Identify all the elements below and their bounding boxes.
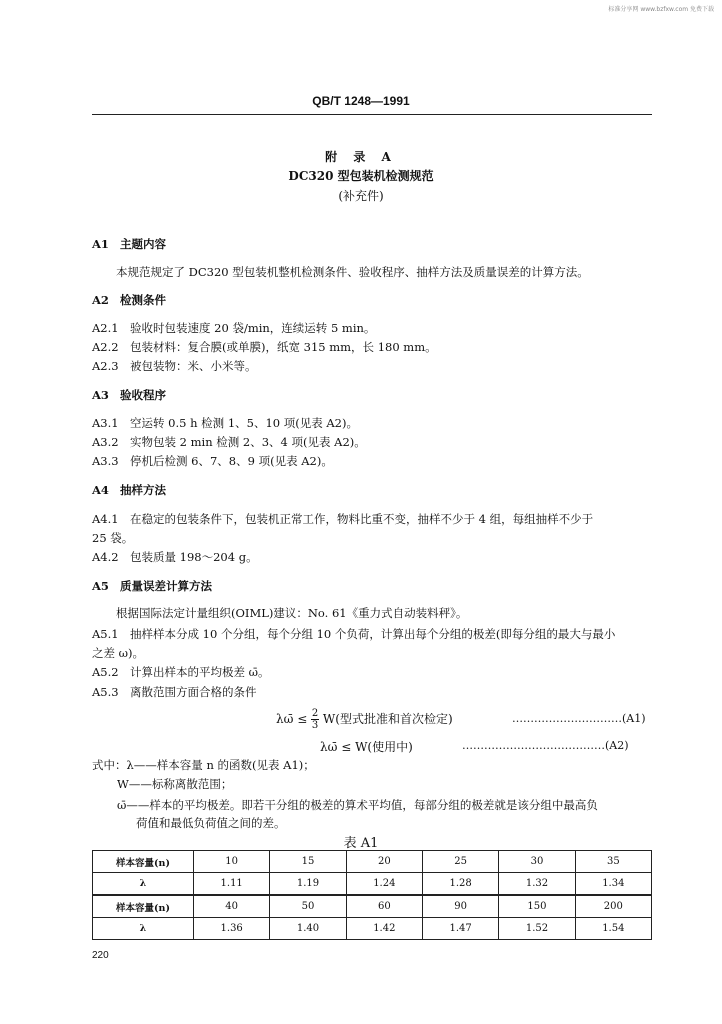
formula-a2: λω̄ ≤ W(使用中): [320, 740, 413, 754]
clause-text: 抽样样本分成 10 个分组，每个分组 10 个负荷，计算出每个分组的极差(即每分组的最大与最小: [130, 627, 616, 641]
clause-a3-2: [92, 434, 366, 450]
table-cell: 1.28: [422, 873, 498, 896]
where-line-omega: ω̄——样本的平均极差。即若干分组的极差的算术平均值，每部分组的极差就是该分组中最高负: [117, 798, 598, 812]
clause-number: A5.1: [92, 627, 119, 641]
table-caption: 表 A1: [343, 836, 379, 851]
clause-number: A3.1: [92, 416, 119, 430]
clause-text: 停机后检测 6、7、8、9 项(见表 A2)。: [130, 454, 333, 468]
clause-number: A4.2: [92, 550, 119, 564]
formula-lhs: λω̄ ≤: [276, 712, 308, 726]
clause-text: 包装材料：复合膜(或单膜)，纸宽 315 mm，长 180 mm。: [130, 340, 437, 354]
table-cell: 1.34: [575, 873, 651, 896]
section-title: 检测条件: [120, 293, 166, 307]
section-number: A1: [92, 237, 109, 251]
clause-number: A5.2: [92, 665, 119, 679]
section-title: 质量误差计算方法: [120, 579, 212, 593]
clause-text: 计算出样本的平均极差 ω̄。: [130, 665, 270, 679]
table-row: [93, 895, 652, 918]
clause-text: 空运转 0.5 h 检测 1、5、10 项(见表 A2)。: [130, 416, 358, 430]
section-a4-heading: [92, 482, 166, 498]
formula-a2-reference: …………………………………(A2): [462, 739, 629, 752]
table-cell: 1.42: [346, 918, 422, 940]
table-cell: 20: [346, 851, 422, 873]
section-number: A3: [92, 388, 109, 402]
formula-a1: [276, 708, 453, 731]
table-cell: 1.36: [194, 918, 270, 940]
table-cell: 30: [499, 851, 575, 873]
table-cell: 60: [346, 895, 422, 918]
table-cell: 10: [194, 851, 270, 873]
section-number: A4: [92, 483, 109, 497]
appendix-note: (补充件): [338, 189, 384, 203]
where-line-lambda: 式中：λ——样本容量 n 的函数(见表 A1)；: [92, 758, 315, 772]
table-cell: 1.19: [270, 873, 346, 896]
clause-number: A3.3: [92, 454, 119, 468]
table-cell: 25: [422, 851, 498, 873]
table-header-cell: λ: [93, 918, 194, 940]
clause-number: A2.2: [92, 340, 119, 354]
clause-text: 被包装物：米、小米等。: [130, 359, 257, 373]
clause-a5-1: [92, 626, 615, 642]
header-rule: [92, 114, 652, 115]
table-cell: 40: [194, 895, 270, 918]
formula-rhs: W(型式批准和首次检定): [322, 712, 453, 726]
section-a2-heading: [92, 292, 166, 308]
watermark: 标准分享网 www.bzfxw.com 免费下载: [608, 6, 714, 13]
appendix-label: 附 录 A: [325, 150, 397, 164]
section-number: A5: [92, 579, 109, 593]
table-cell: 15: [270, 851, 346, 873]
section-a1-text: 本规范规定了 DC320 型包装机整机检测条件、验收程序、抽样方法及质量误差的计算方法。: [116, 265, 589, 279]
section-a5-intro: 根据国际法定计量组织(OIML)建议：No. 61《重力式自动装料秤》。: [116, 606, 468, 620]
table-header-cell: 样本容量(n): [93, 851, 194, 873]
formula-a1-reference: …………………………(A1): [512, 712, 646, 725]
clause-text: 包装质量 198～204 g。: [130, 550, 258, 564]
table-cell: 90: [422, 895, 498, 918]
clause-a4-1-continued: 25 袋。: [92, 531, 134, 545]
table-cell: 1.52: [499, 918, 575, 940]
table-cell: 1.47: [422, 918, 498, 940]
table-cell: 35: [575, 851, 651, 873]
clause-a5-1-continued: 之差 ω)。: [92, 646, 145, 660]
clause-text: 在稳定的包装条件下，包装机正常工作，物料比重不变，抽样不少于 4 组，每组抽样不少于: [130, 512, 594, 526]
table-cell: 1.54: [575, 918, 651, 940]
table-cell: 1.24: [346, 873, 422, 896]
fraction-numerator: 2: [311, 708, 319, 719]
where-line-w: W——标称离散范围；: [117, 777, 233, 791]
clause-number: A3.2: [92, 435, 119, 449]
section-a1-heading: [92, 236, 166, 252]
table-cell: 1.40: [270, 918, 346, 940]
section-a3-heading: [92, 387, 166, 403]
clause-a2-3: [92, 358, 257, 374]
clause-a2-2: [92, 339, 437, 355]
table-header-cell: 样本容量(n): [93, 895, 194, 918]
appendix-title: DC320 型包装机检测规范: [288, 169, 434, 183]
clause-a2-1: [92, 320, 375, 336]
table-cell: 200: [575, 895, 651, 918]
table-cell: 1.11: [194, 873, 270, 896]
section-a5-heading: [92, 578, 212, 594]
clause-number: A5.3: [92, 685, 119, 699]
clause-a5-2: [92, 664, 270, 680]
page-number: 220: [92, 950, 109, 961]
table-a1: [92, 850, 652, 940]
clause-text: 实物包装 2 min 检测 2、3、4 项(见表 A2)。: [130, 435, 366, 449]
section-number: A2: [92, 293, 109, 307]
clause-number: A2.1: [92, 321, 119, 335]
clause-a4-1: [92, 511, 593, 527]
clause-a4-2: [92, 549, 258, 565]
clause-text: 离散范围方面合格的条件: [130, 685, 257, 699]
clause-a5-3: [92, 684, 257, 700]
where-line-omega-continued: 荷值和最低负荷值之间的差。: [136, 816, 286, 830]
section-title: 主题内容: [120, 237, 166, 251]
fraction-two-thirds: [311, 708, 319, 731]
table-row: [93, 851, 652, 873]
section-title: 抽样方法: [120, 483, 166, 497]
clause-number: A2.3: [92, 359, 119, 373]
standard-code: QB/T 1248—1991: [312, 94, 410, 108]
clause-a3-3: [92, 453, 333, 469]
table-row: [93, 873, 652, 896]
table-cell: 1.32: [499, 873, 575, 896]
section-title: 验收程序: [120, 388, 166, 402]
table-row: [93, 918, 652, 940]
fraction-denominator: 3: [311, 720, 319, 731]
table-cell: 50: [270, 895, 346, 918]
table-cell: 150: [499, 895, 575, 918]
table-header-cell: λ: [93, 873, 194, 896]
clause-text: 验收时包装速度 20 袋/min，连续运转 5 min。: [130, 321, 376, 335]
clause-number: A4.1: [92, 512, 119, 526]
clause-a3-1: [92, 415, 358, 431]
